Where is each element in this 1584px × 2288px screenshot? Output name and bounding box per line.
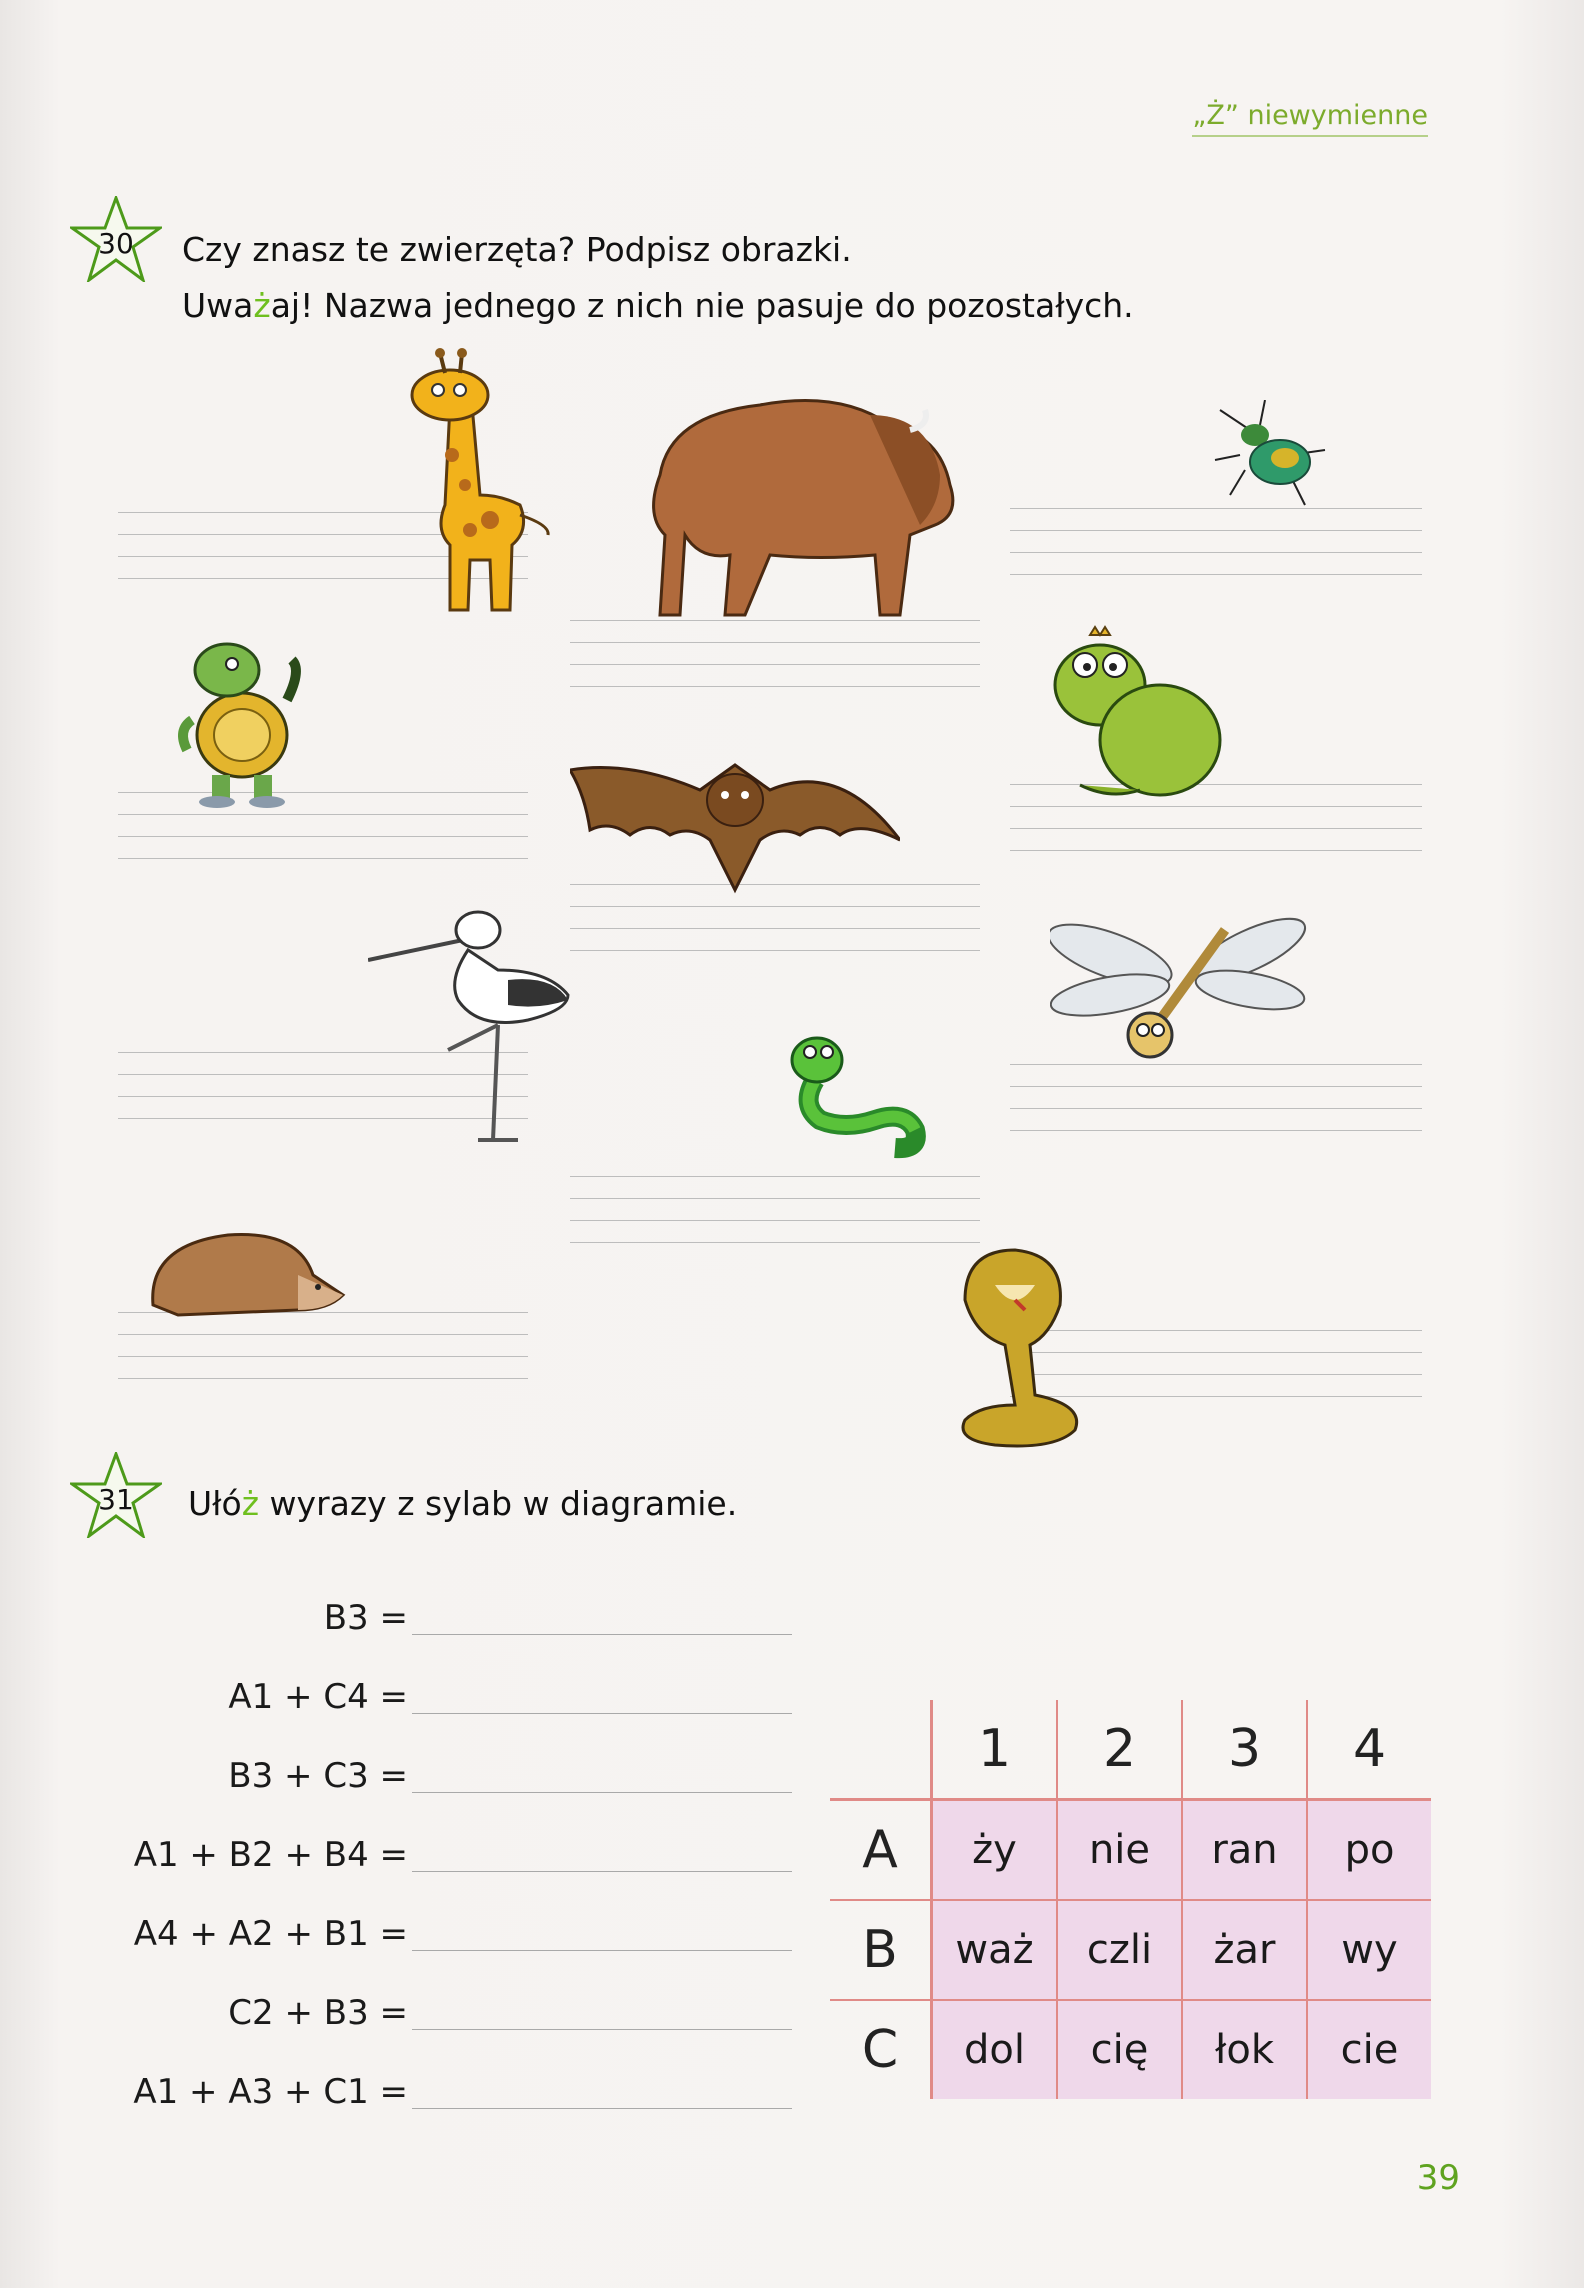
grid-cell-b3: żar bbox=[1182, 1900, 1307, 2000]
answer-line-1[interactable] bbox=[412, 1634, 792, 1635]
grid-corner bbox=[830, 1700, 932, 1800]
task-30-badge bbox=[70, 196, 162, 282]
giraffe-icon bbox=[390, 345, 570, 625]
highlight-letter: ż bbox=[253, 286, 271, 325]
answer-lines-bison[interactable] bbox=[570, 620, 980, 708]
beetle-icon bbox=[1210, 400, 1330, 510]
dragonfly-icon bbox=[1050, 910, 1310, 1070]
bat-icon bbox=[570, 750, 900, 900]
formula-5: A4 + A2 + B1 = bbox=[133, 1914, 408, 1954]
grid-cell-b4: wy bbox=[1307, 1900, 1431, 2000]
grid-cell-b1: waż bbox=[932, 1900, 1058, 2000]
answer-line-3[interactable] bbox=[412, 1792, 792, 1793]
formula-6: C2 + B3 = bbox=[228, 1993, 408, 2033]
formula-2: A1 + C4 = bbox=[228, 1677, 408, 1717]
grid-row-label: C bbox=[830, 2000, 932, 2099]
grid-cell-b2: czli bbox=[1057, 1900, 1182, 2000]
task-31-badge bbox=[70, 1452, 162, 1538]
grid-row-c bbox=[830, 2000, 1431, 2099]
grid-cell-a3: ran bbox=[1182, 1800, 1307, 1901]
task-30-line1: Czy znasz te zwierzęta? Podpisz obrazki. bbox=[182, 230, 852, 269]
grid-cell-a4: po bbox=[1307, 1800, 1431, 1901]
grid-col-4: 4 bbox=[1307, 1700, 1431, 1800]
turtle-icon bbox=[172, 640, 312, 810]
answer-line-7[interactable] bbox=[412, 2108, 792, 2109]
grid-row-label: B bbox=[830, 1900, 932, 2000]
answer-lines-dragonfly[interactable] bbox=[1010, 1064, 1422, 1152]
task-31-instruction: Ułóż wyrazy z sylab w diagramie. bbox=[188, 1484, 738, 1523]
answer-line-6[interactable] bbox=[412, 2029, 792, 2030]
grid-cell-c4: cie bbox=[1307, 2000, 1431, 2099]
hedgehog-icon bbox=[148, 1225, 348, 1325]
task-30-instruction bbox=[182, 222, 1134, 334]
stork-icon bbox=[368, 900, 578, 1150]
syllable-grid bbox=[830, 1700, 1431, 2099]
task-31-number: 31 bbox=[98, 1482, 134, 1516]
formula-4: A1 + B2 + B4 = bbox=[133, 1835, 408, 1875]
answer-lines-snake[interactable] bbox=[570, 1176, 980, 1264]
answer-line-2[interactable] bbox=[412, 1713, 792, 1714]
grid-cell-c2: cię bbox=[1057, 2000, 1182, 2099]
grid-row-label: A bbox=[830, 1800, 932, 1901]
bison-icon bbox=[640, 385, 980, 625]
formula-3: B3 + C3 = bbox=[228, 1756, 408, 1796]
grid-col-1: 1 bbox=[932, 1700, 1058, 1800]
answer-lines-hedgehog[interactable] bbox=[118, 1312, 528, 1400]
cobra-icon bbox=[935, 1245, 1095, 1455]
grid-cell-a1: ży bbox=[932, 1800, 1058, 1901]
highlight-letter: ż bbox=[241, 1484, 260, 1523]
answer-line-5[interactable] bbox=[412, 1950, 792, 1951]
grid-cell-a2: nie bbox=[1057, 1800, 1182, 1901]
page-number: 39 bbox=[1416, 2158, 1460, 2198]
grid-cell-c3: łok bbox=[1182, 2000, 1307, 2099]
snake-icon bbox=[775, 1030, 955, 1160]
formula-1: B3 = bbox=[323, 1598, 408, 1638]
answer-line-4[interactable] bbox=[412, 1871, 792, 1872]
task-30-line2: Uważaj! Nazwa jednego z nich nie pasuje do pozostałych. bbox=[182, 286, 1134, 325]
answer-lines-beetle[interactable] bbox=[1010, 508, 1422, 596]
page-header: „Ż” niewymienne bbox=[1192, 100, 1428, 137]
grid-header-row bbox=[830, 1700, 1431, 1800]
formula-7: A1 + A3 + C1 = bbox=[133, 2072, 408, 2112]
grid-row-b bbox=[830, 1900, 1431, 2000]
frog-icon bbox=[1050, 625, 1225, 810]
grid-cell-c1: dol bbox=[932, 2000, 1058, 2099]
grid-col-2: 2 bbox=[1057, 1700, 1182, 1800]
grid-row-a bbox=[830, 1800, 1431, 1901]
task-30-number: 30 bbox=[98, 226, 134, 260]
grid-col-3: 3 bbox=[1182, 1700, 1307, 1800]
